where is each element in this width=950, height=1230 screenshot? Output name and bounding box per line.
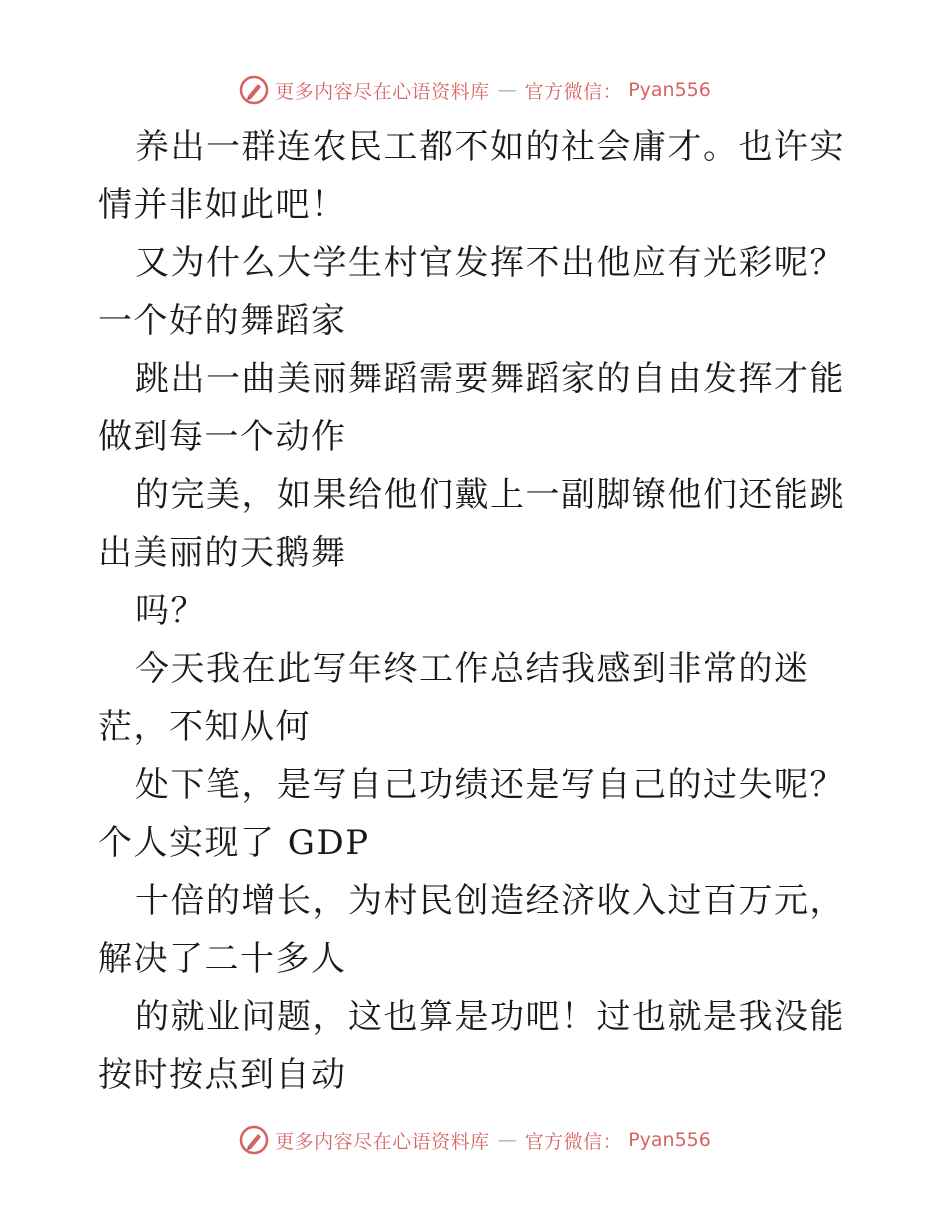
document-body: [98, 118, 858, 1104]
paragraph: 十倍的增长，为村民创造经济收入过百万元，解决了二十多人: [98, 881, 845, 979]
watermark-site: 更多内容尽在心语资料库: [275, 80, 490, 103]
paragraph: 的就业问题，这也算是功吧！过也就是我没能按时按点到自动: [98, 997, 845, 1095]
footer-watermark: [0, 1120, 950, 1160]
paragraph: 跳出一曲美丽舞蹈需要舞蹈家的自由发挥才能做到每一个动作: [98, 359, 845, 457]
paragraph: 养出一群连农民工都不如的社会庸才。也许实情并非如此吧！: [98, 127, 845, 225]
paragraph: 处下笔，是写自己功绩还是写自己的过失呢？个人实现了 GDP: [98, 765, 845, 863]
watermark-site: 更多内容尽在心语资料库: [275, 1130, 490, 1153]
paragraph: 又为什么大学生村官发挥不出他应有光彩呢？一个好的舞蹈家: [98, 243, 845, 341]
header-watermark: [0, 70, 950, 110]
watermark-separator: —: [497, 1129, 517, 1151]
paragraph: 今天我在此写年终工作总结我感到非常的迷茫，不知从何: [98, 649, 810, 747]
watermark-label: 官方微信：: [524, 80, 623, 103]
watermark-label: 官方微信：: [524, 1130, 623, 1153]
paragraph: 的完美，如果给他们戴上一副脚镣他们还能跳出美丽的天鹅舞: [98, 475, 845, 573]
paragraph: 吗？: [135, 591, 206, 631]
pen-logo-icon: [239, 1125, 269, 1155]
watermark-separator: —: [497, 79, 517, 101]
pen-logo-icon: [239, 75, 269, 105]
watermark-id: Pyan556: [628, 79, 711, 101]
watermark-id: Pyan556: [628, 1129, 711, 1151]
